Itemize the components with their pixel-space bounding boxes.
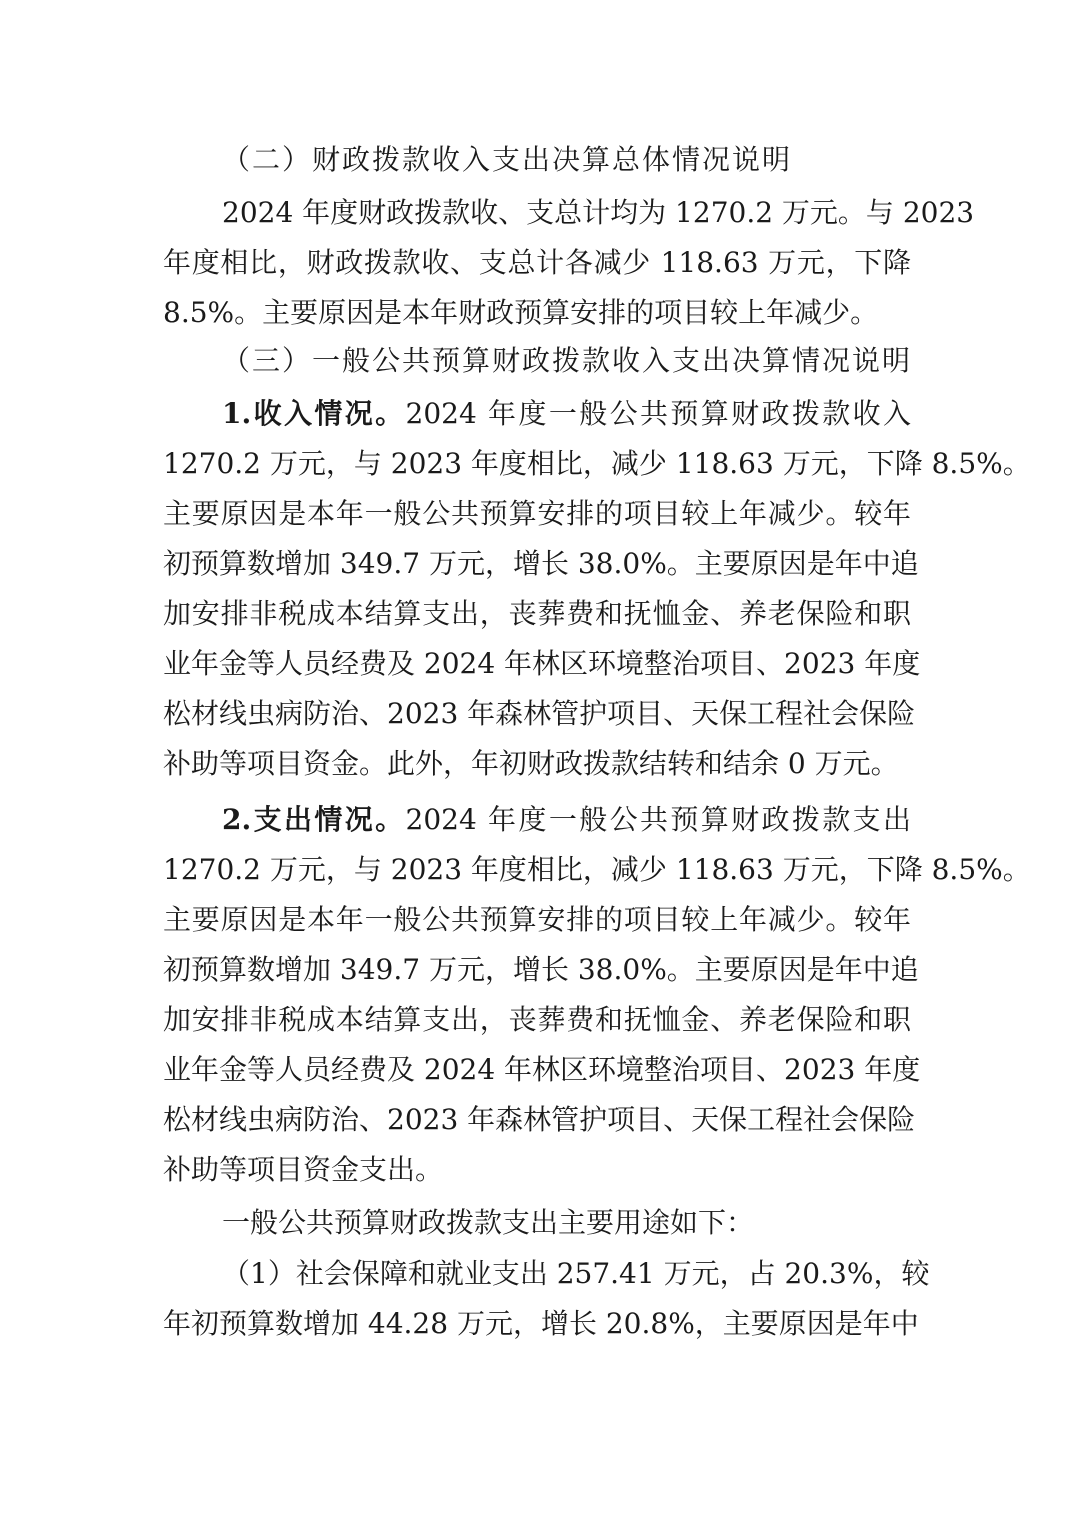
uses-intro: 一般公共预算财政拨款支出主要用途如下：	[222, 1206, 755, 1239]
expense-first-line-text: 2024 年度一般公共预算财政拨款支出	[405, 803, 911, 836]
paragraph-line: 年初预算数增加 44.28 万元，增长 20.8%，主要原因是年中	[163, 1307, 919, 1340]
paragraph-line: 业年金等人员经费及 2024 年林区环境整治项目、2023 年度	[163, 1053, 921, 1086]
paragraph-line: 初预算数增加 349.7 万元，增长 38.0%。主要原因是年中追	[163, 547, 919, 580]
paragraph-line: 业年金等人员经费及 2024 年林区环境整治项目、2023 年度	[163, 647, 921, 680]
paragraph-line: 加安排非税成本结算支出，丧葬费和抚恤金、养老保险和职	[163, 597, 911, 630]
paragraph-line: 加安排非税成本结算支出，丧葬费和抚恤金、养老保险和职	[163, 1003, 911, 1036]
paragraph-line: 年度相比，财政拨款收、支总计各减少 118.63 万元，下降	[163, 246, 911, 279]
paragraph-line: 主要原因是本年一般公共预算安排的项目较上年减少。较年	[163, 497, 911, 530]
paragraph-line: 松材线虫病防治、2023 年森林管护项目、天保工程社会保险	[163, 1103, 916, 1136]
expense-first-line	[222, 797, 911, 843]
section-heading-2: （二）财政拨款收入支出决算总体情况说明	[222, 143, 793, 176]
paragraph-line: 2024 年度财政拨款收、支总计均为 1270.2 万元。与 2023	[222, 196, 975, 229]
income-first-line-text: 2024 年度一般公共预算财政拨款收入	[405, 397, 911, 430]
income-first-line	[222, 391, 911, 437]
paragraph-line: 初预算数增加 349.7 万元，增长 38.0%。主要原因是年中追	[163, 953, 919, 986]
section-heading-3: （三）一般公共预算财政拨款收入支出决算情况说明	[222, 344, 913, 377]
income-lead: 1.收入情况。	[222, 397, 406, 430]
paragraph-line: （1）社会保障和就业支出 257.41 万元，占 20.3%，较	[222, 1257, 930, 1290]
paragraph-line: 1270.2 万元，与 2023 年度相比，减少 118.63 万元，下降 8.5%。	[163, 447, 1031, 480]
paragraph-line: 主要原因是本年一般公共预算安排的项目较上年减少。较年	[163, 903, 911, 936]
paragraph-line: 松材线虫病防治、2023 年森林管护项目、天保工程社会保险	[163, 697, 916, 730]
expense-lead: 2.支出情况。	[222, 803, 406, 836]
paragraph-line: 8.5%。主要原因是本年财政预算安排的项目较上年减少。	[163, 296, 879, 329]
paragraph-line: 补助等项目资金。此外，年初财政拨款结转和结余 0 万元。	[163, 747, 899, 780]
paragraph-line: 1270.2 万元，与 2023 年度相比，减少 118.63 万元，下降 8.5%。	[163, 853, 1031, 886]
paragraph-line: 补助等项目资金支出。	[163, 1153, 444, 1186]
